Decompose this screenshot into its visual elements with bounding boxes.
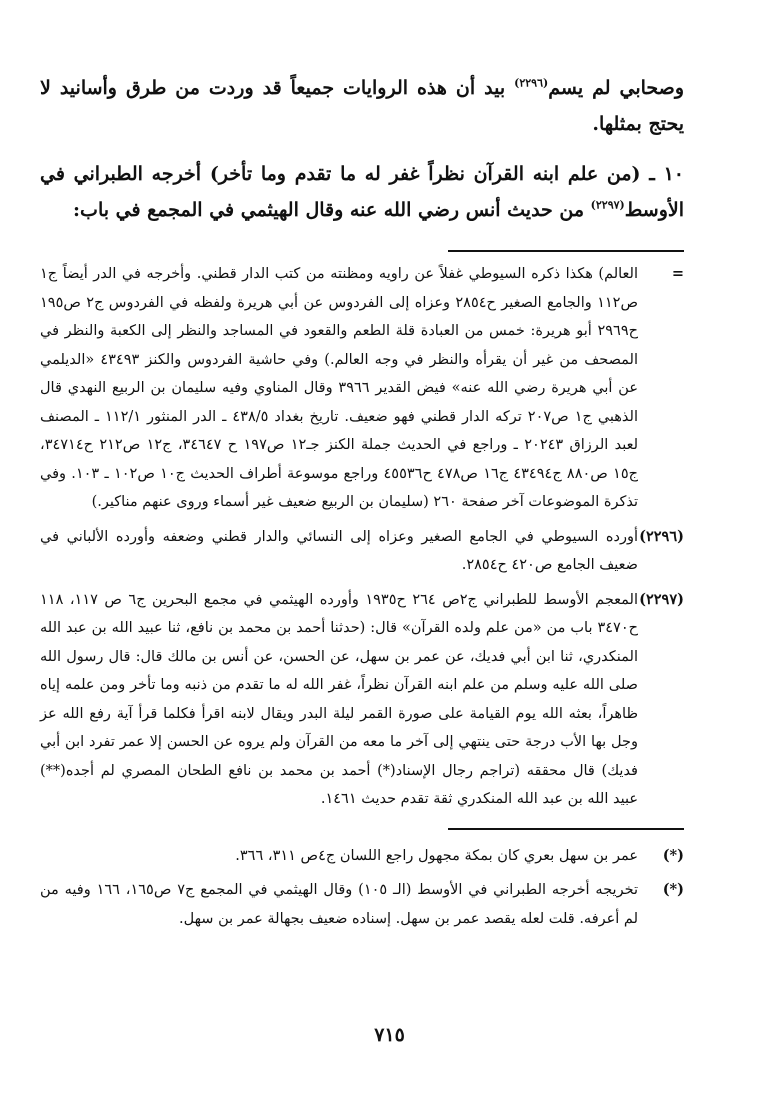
page-number: ٧١٥ [374, 1024, 405, 1046]
footnote-text: أورده السيوطي في الجامع الصغير وعزاه إلى النسائي والدار قطني وضعفه وأورده الألباني في ضعيف الجامع ص٤٢٠ ح٢٨٥٤. [40, 528, 638, 573]
footnote-ref-2296: (٢٢٩٦) [514, 76, 549, 90]
para1-text-cont: بيد أن هذه الروايات جميعاً قد وردت من طرق وأسانيد لا يحتج بمثلها. [40, 77, 684, 135]
star-notes [40, 842, 684, 934]
footnote-mark: (٢٢٩٦) [639, 527, 684, 545]
star-note [40, 842, 684, 871]
footnote-mark: = [671, 265, 684, 282]
star-note-text: تخريجه أخرجه الطبراني في الأوسط (الـ ١٠٥) وقال الهيثمي في المجمع ج٧ ص١٦٥، ١٦٦ وفيه من لم أعرفه. قلت لعله يقصد عمر بن سهل. إسناده ضعيف بجهالة عمر بن سهل. [40, 882, 638, 927]
para2-text: ١٠ ـ (من علم ابنه القرآن نظراً غفر له ما تقدم وما تأخر) أخرجه الطبراني في الأوسط [40, 163, 684, 221]
paragraph-2 [40, 156, 684, 228]
star-note [40, 876, 684, 933]
footnote-continuation [40, 260, 684, 517]
star-note-mark: (*) [662, 846, 684, 864]
footnote-divider [448, 250, 684, 252]
para2-text-cont: من حديث أنس رضي الله عنه وقال الهيثمي في المجمع في باب: [73, 199, 591, 221]
footnotes [40, 260, 684, 814]
paragraph-1 [40, 70, 684, 142]
footnote-text: العالم) هكذا ذكره السيوطي غفلاً عن راويه ومظنته من كتب الدار قطني. وأخرجه في الدر أيضاً ج١ ص١١٢ والجامع الصغير ح٢٨٥٤ وعزاه إلى الفردوس عن أبي هريرة ولفظه في الفردوس ج٢ ص١٩٥ ح٢٩٦٩ أبو هريرة: خمس من العبادة قلة الطعم والقعود في المساجد والنظر إلى الكعبة والنظر في المصحف من غير أن يقرأه والنظر في وجه العالم.) وفي حاشية الفردوس والكنز ٤٣٤٩٣ «الديلمي عن أبي هريرة رضي الله عنه» فيض القدير ٣٩٦٦ وقال المناوي وفيه سليمان بن الربيع النهدي قال الذهبي ج١ ص٢٠٧ تركه الدار قطني فهو ضعيف. تاريخ بغداد ٤٣٨/٥ ـ الدر المنثور ١١٢/١ ـ المصنف لعبد الرزاق ٢٠٢٤٣ ـ وراجع في الحديث جملة الكنز جـ١٢ ص١٩٧ ح ٣٤٦٤٧، ج١٢ ص٢١٢ ح٣٤٧١٤، ج١٥ ص٨٨٠ ج٤٣٤٩٤ ج١٦ ص٤٧٨ ح٤٥٥٣٦ وراجع موسوعة أطراف الحديث ج١٠ ص١٠٢ ـ ١٠٣. وفي تذكرة الموضوعات آخر صفحة ٢٦٠ (سليمان بن الربيع ضعيف غير أسماء وروى عنهم مناكير.) [40, 266, 639, 510]
star-notes-divider [448, 828, 684, 830]
footnote-mark: (٢٢٩٧) [639, 590, 684, 608]
star-note-text: عمر بن سهل بعري كان بمكة مجهول راجع اللسان ج٤ص ٣١١، ٣٦٦. [235, 847, 638, 864]
para1-text: وصحابي لم يسم [548, 77, 684, 99]
star-note-mark: (*) [662, 881, 684, 898]
footnote-2297 [40, 586, 684, 814]
main-text [40, 70, 684, 228]
footnote-text: المعجم الأوسط للطبراني ج٢ص ٢٦٤ ح١٩٣٥ وأورده الهيثمي في مجمع البحرين ج٦ ص ١١٧، ١١٨ ح٣٤٧٠ باب من «من علم ولده القرآن» قال: (حدثنا أحمد بن محمد بن نافع، ثنا عبيد الله بن عبد الله المنكدري، ثنا ابن أبي فديك، عن عمر بن سهل، عن الحسن، عن أنس بن مالك قال: قال رسول الله صلى الله عليه وسلم من علم ابنه القرآن نظراً، غفر الله له ما تقدم من ذنبه وما تأخر ومن علمه إياه ظاهراً، بعثه الله يوم القيامة على صورة القمر ليلة البدر ويقال لابنه اقرأ فكلما قرأ آية رفع الله عز وجل بها الأب درجة حتى ينتهي إلى آخر ما معه من القرآن ولم يروه عن الحسن إلا عمر تفرد ابن أبي فديك) قال محققه (تراجم رجال الإسناد(*) أحمد بن محمد بن نافع الطحان المصري لم أجده(**) عبيد الله بن عبد الله المنكدري ثقة تقدم حديث ١٤٦١. [40, 591, 639, 807]
page-body [40, 70, 684, 939]
footnote-ref-2297: (٢٢٩٧) [590, 198, 625, 212]
footnote-2296 [40, 523, 684, 580]
